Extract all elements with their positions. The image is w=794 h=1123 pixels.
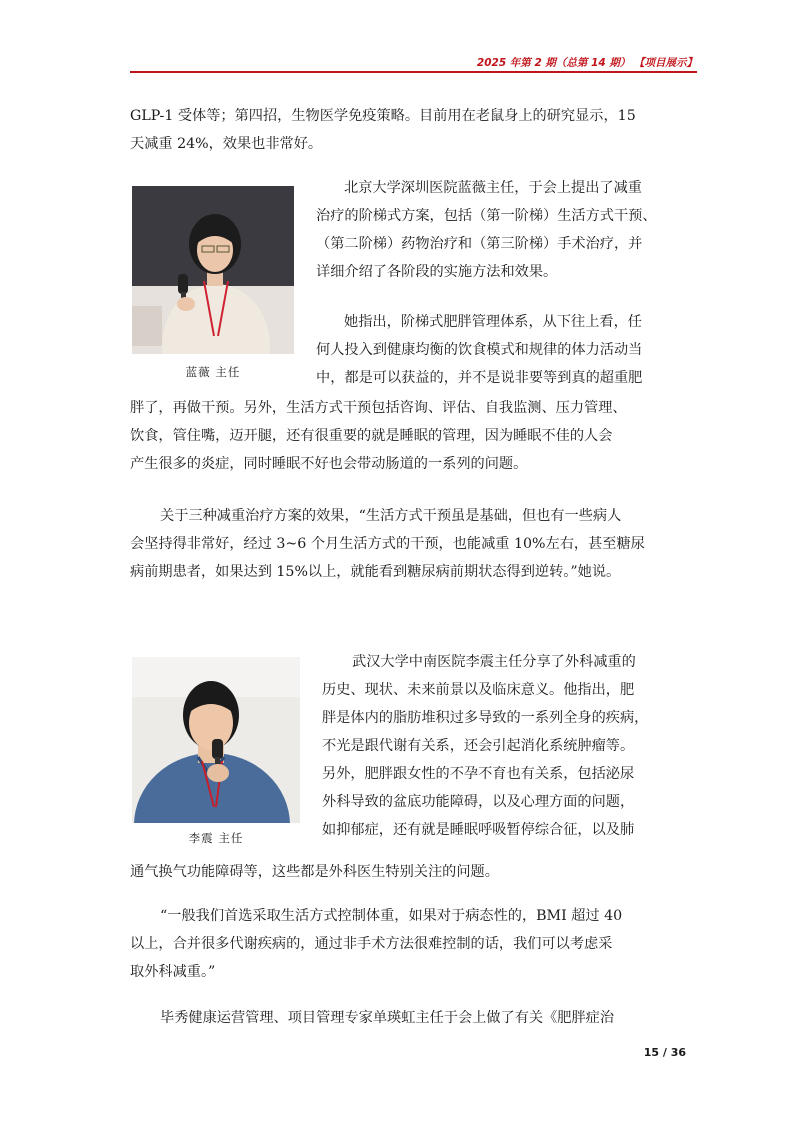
- text-line: 通气换气功能障碍等，这些都是外科医生特别关注的问题。: [130, 864, 499, 880]
- paragraph-shan-yinghong: [130, 1004, 686, 1032]
- text-line: 详细介绍了各阶段的实施方法和效果。: [316, 264, 558, 280]
- text-line: 治疗的阶梯式方案，包括（第一阶梯）生活方式干预、: [316, 208, 657, 224]
- text-line: 关于三种减重治疗方案的效果，“生活方式干预虽是基础，但也有一些病人: [160, 508, 622, 524]
- photo-lan-wei: [132, 186, 294, 354]
- paragraph-lan-wei-intro: [316, 174, 688, 286]
- paragraph-effects-quote: [130, 502, 686, 586]
- text-line: 胖了，再做干预。另外，生活方式干预包括咨询、评估、自我监测、压力管理、: [130, 400, 627, 416]
- text-line: 病前期患者，如果达到 15%以上，就能看到糖尿病前期状态得到逆转。”她说。: [130, 564, 621, 580]
- text-line: 如抑郁症，还有就是睡眠呼吸暂停综合征，以及肺: [322, 822, 635, 838]
- paragraph-intro: [130, 102, 686, 158]
- text-line: 饮食，管住嘴，迈开腿，还有很重要的就是睡眠的管理，因为睡眠不佳的人会: [130, 428, 613, 444]
- text-line: “一般我们首选采取生活方式控制体重，如果对于病态性的，BMI 超过 40: [160, 908, 623, 924]
- text-line: 武汉大学中南医院李震主任分享了外科减重的: [352, 654, 636, 670]
- text-line: 北京大学深圳医院蓝薇主任，于会上提出了减重: [344, 180, 642, 196]
- header-divider: [130, 71, 697, 73]
- text-line: 胖是体内的脂肪堆积过多导致的一系列全身的疾病，: [322, 710, 649, 726]
- text-line: 取外科减重。”: [130, 964, 216, 980]
- paragraph-lifestyle-continuation: [130, 394, 686, 478]
- text-line: 天减重 24%，效果也非常好。: [130, 136, 323, 152]
- photo-caption: 蓝薇 主任: [185, 365, 241, 379]
- text-line: 产生很多的炎症，同时睡眠不好也会带动肠道的一系列的问题。: [130, 456, 528, 472]
- text-line: 另外，肥胖跟女性的不孕不育也有关系，包括泌尿: [322, 766, 635, 782]
- issue-header: 2025 年第 2 期（总第 14 期） 【项目展示】: [476, 57, 697, 69]
- paragraph-lan-wei-ladder: [316, 308, 688, 392]
- portrait-woman-image: [132, 186, 294, 354]
- text-line: GLP-1 受体等；第四招，生物医学免疫策略。目前用在老鼠身上的研究显示，15: [130, 108, 636, 124]
- photo-li-zhen: [132, 657, 300, 823]
- paragraph-surgery-continuation: [130, 858, 686, 886]
- text-line: 毕秀健康运营管理、项目管理专家单瑛虹主任于会上做了有关《肥胖症治: [160, 1010, 615, 1026]
- text-line: 外科导致的盆底功能障碍，以及心理方面的问题，: [322, 794, 635, 810]
- page-number: 15 / 36: [643, 1046, 686, 1059]
- portrait-man-image: [132, 657, 300, 823]
- text-line: （第二阶梯）药物治疗和（第三阶梯）手术治疗，并: [316, 236, 643, 252]
- text-line: 历史、现状、未来前景以及临床意义。他指出，肥: [322, 682, 635, 698]
- text-line: 何人投入到健康均衡的饮食模式和规律的体力活动当: [316, 342, 643, 358]
- text-line: 她指出，阶梯式肥胖管理体系，从下往上看，任: [344, 314, 642, 330]
- text-line: 不光是跟代谢有关系，还会引起消化系统肿瘤等。: [322, 738, 635, 754]
- paragraph-bmi-quote: [130, 902, 686, 986]
- text-line: 中，都是可以获益的，并不是说非要等到真的超重肥: [316, 370, 643, 386]
- paragraph-li-zhen-surgery: [322, 648, 688, 844]
- photo-caption: 李震 主任: [188, 831, 244, 845]
- text-line: 以上，合并很多代谢疾病的，通过非手术方法很难控制的话，我们可以考虑采: [130, 936, 613, 952]
- text-line: 会坚持得非常好，经过 3~6 个月生活方式的干预，也能减重 10%左右，甚至糖尿: [130, 536, 645, 552]
